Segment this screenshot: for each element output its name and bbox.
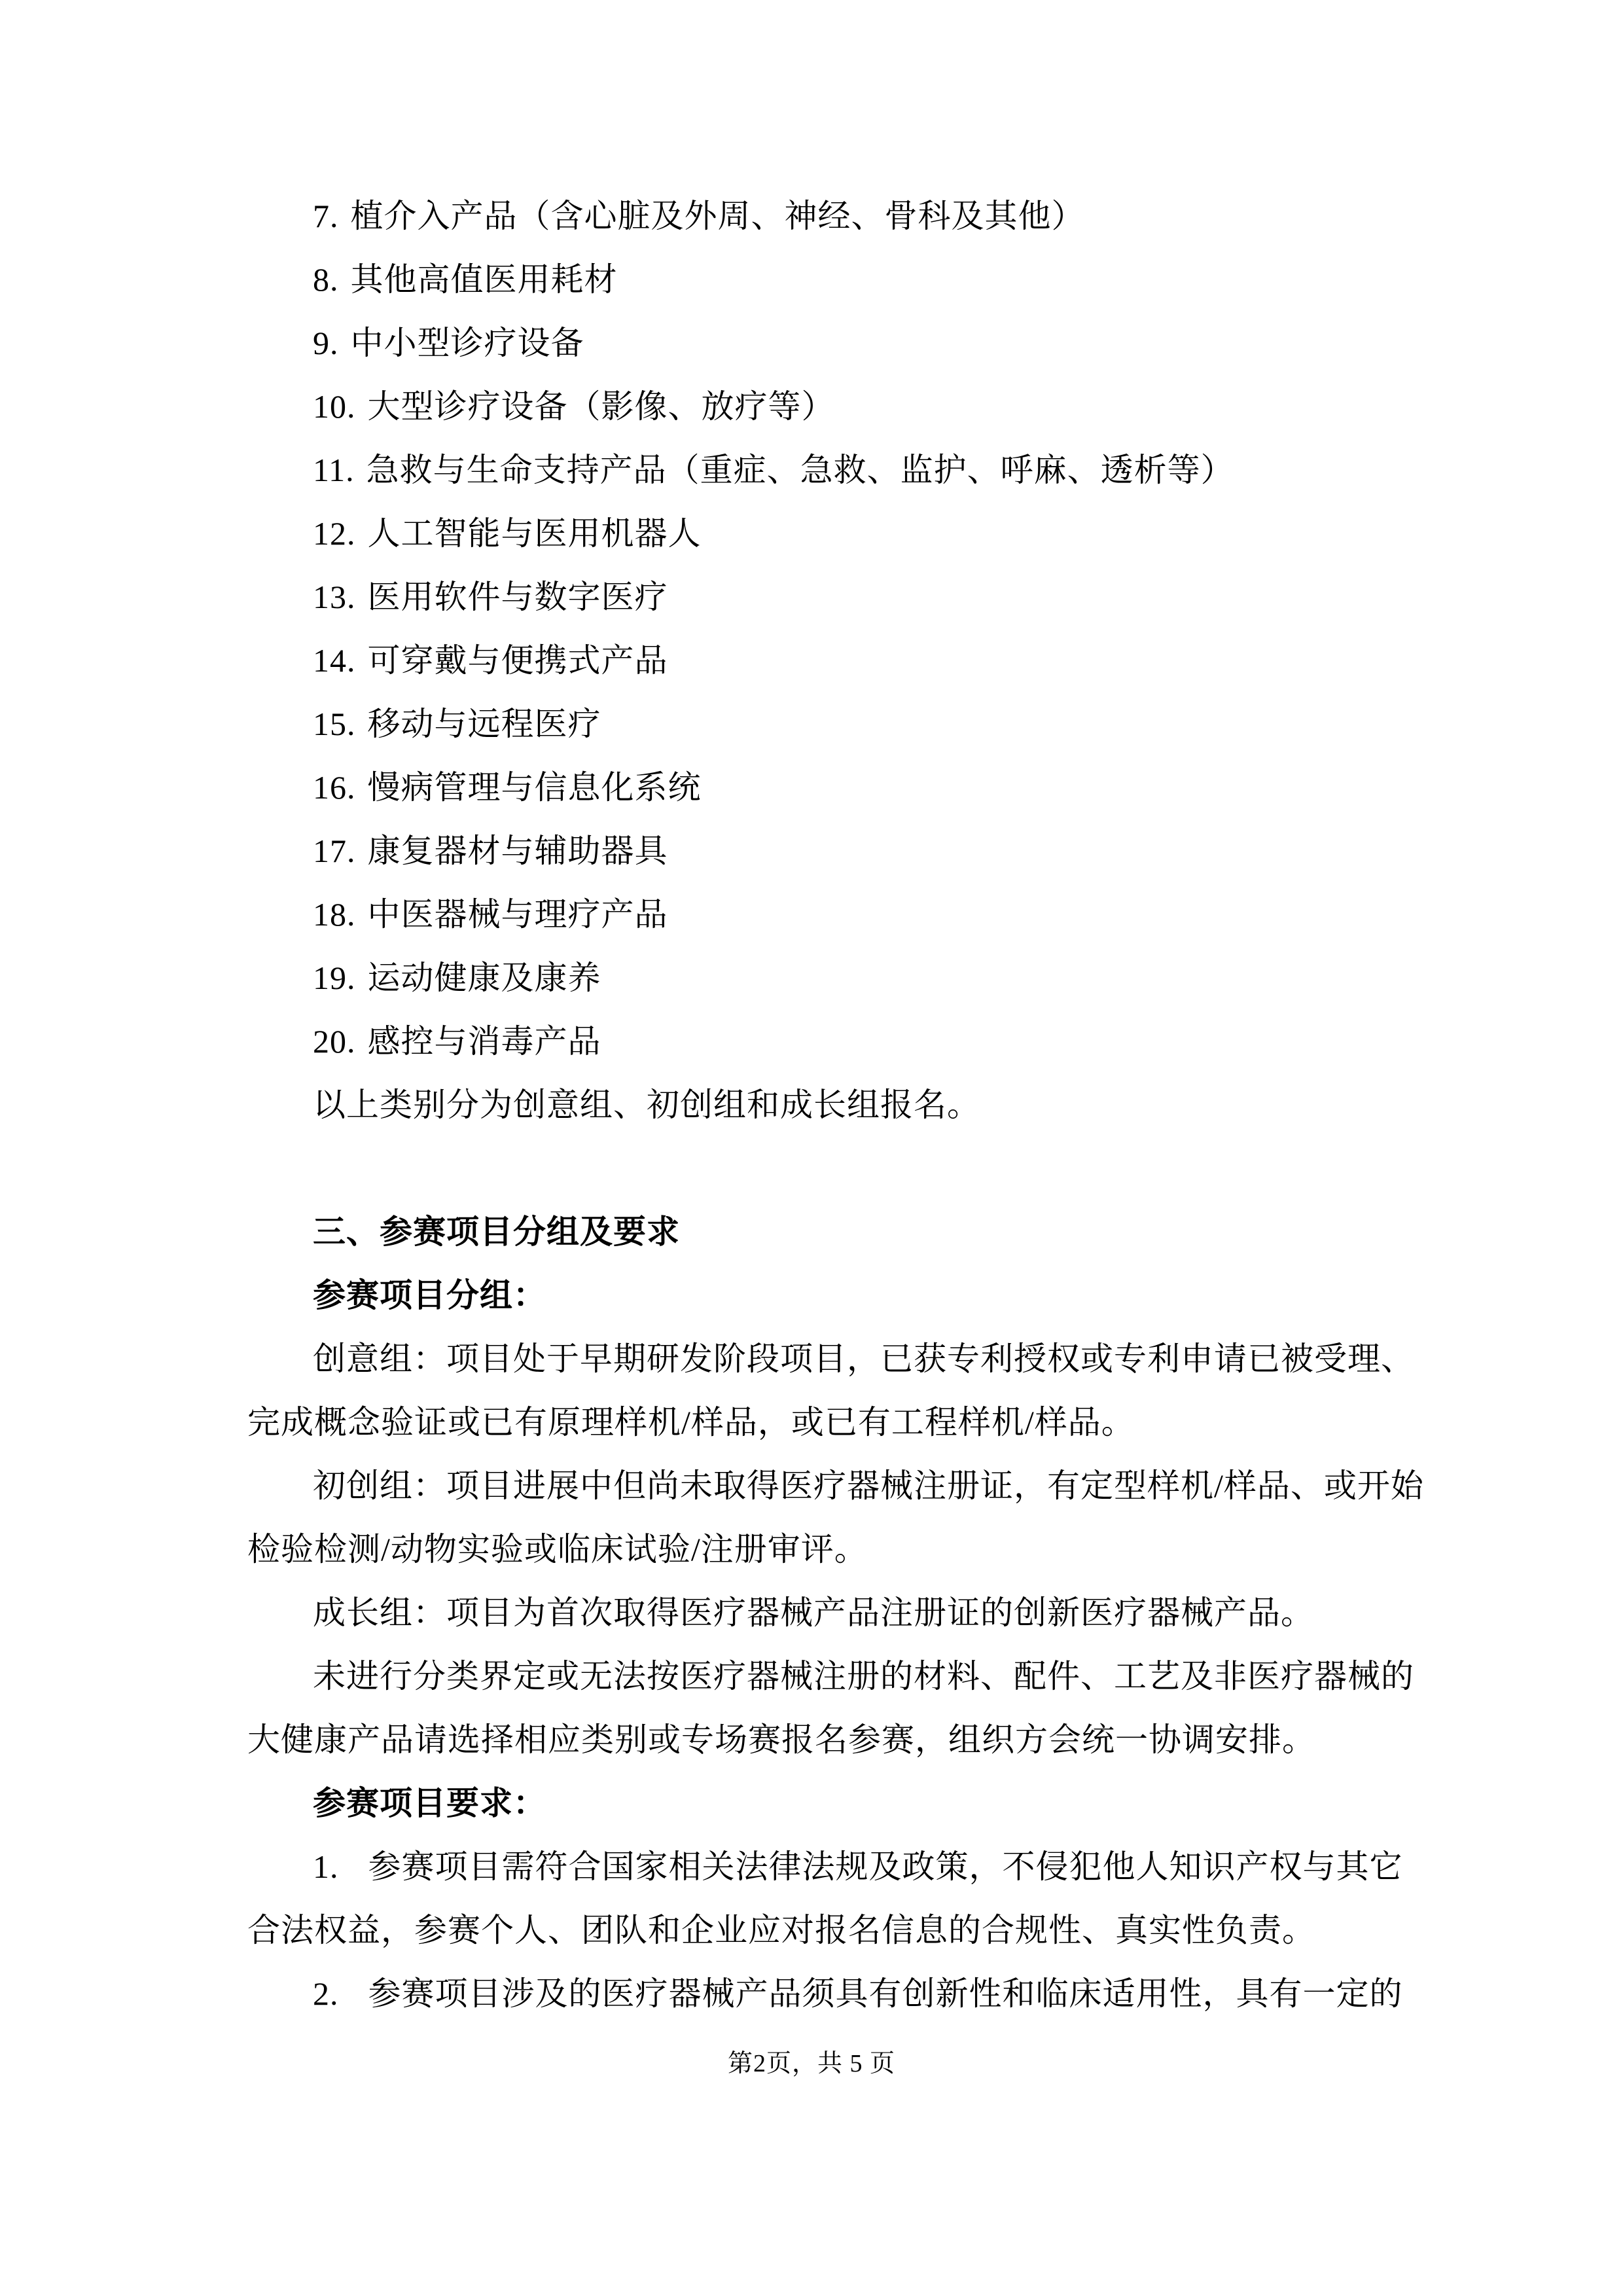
paragraph-line: 初创组：项目进展中但尚未取得医疗器械注册证，有定型样机/样品、或开始 [313, 1467, 1424, 1504]
list-item [247, 1010, 1399, 1073]
paragraph-line: 完成概念验证或已有原理样机/样品，或已有工程样机/样品。 [247, 1404, 1135, 1441]
requirement-item [247, 1835, 1403, 1899]
list-item-number: 20. [313, 1023, 356, 1060]
list-item-number: 11. [313, 452, 355, 488]
list-item-number: 7. [313, 198, 339, 234]
list-item-text: 中医器械与理疗产品 [367, 896, 668, 933]
list-item-text: 中小型诊疗设备 [350, 325, 584, 361]
list-item-number: 17. [313, 833, 356, 869]
list-item-number: 13. [313, 579, 356, 615]
document-content [247, 185, 1424, 2026]
list-item [247, 883, 1399, 946]
list-item [247, 756, 1399, 819]
list-item [247, 439, 1399, 502]
list-item [247, 375, 1399, 439]
list-item [247, 185, 1399, 248]
list-item-number: 9. [313, 325, 339, 361]
list-item-number: 10. [313, 388, 356, 425]
list-item [247, 248, 1399, 312]
list-item-text: 植介入产品（含心脏及外周、神经、骨科及其他） [350, 198, 1085, 234]
list-item [247, 819, 1399, 883]
list-item [247, 312, 1399, 375]
list-item [247, 946, 1399, 1010]
list-item-text: 感控与消毒产品 [367, 1023, 601, 1060]
list-item-number: 18. [313, 896, 356, 933]
categories-note: 以上类别分为创意组、初创组和成长组报名。 [313, 1086, 980, 1123]
section-heading: 三、参赛项目分组及要求 [313, 1213, 680, 1250]
requirement-text: 参赛项目需符合国家相关法律法规及政策，不侵犯他人知识产权与其它 [368, 1848, 1403, 1885]
paragraph-line: 大健康产品请选择相应类别或专场赛报名参赛，组织方会统一协调安排。 [247, 1721, 1315, 1758]
page-footer: 第2页，共 5 页 [727, 2050, 895, 2077]
paragraph-line: 检验检测/动物实验或临床试验/注册审评。 [247, 1531, 868, 1568]
list-item [247, 629, 1399, 692]
list-item [247, 692, 1399, 756]
list-item-text: 其他高值医用耗材 [350, 261, 618, 298]
paragraph-line: 未进行分类界定或无法按医疗器械注册的材料、配件、工艺及非医疗器械的 [313, 1658, 1414, 1695]
list-item-text: 人工智能与医用机器人 [367, 515, 702, 552]
list-item-text: 医用软件与数字医疗 [367, 579, 668, 615]
list-item-text: 移动与远程医疗 [367, 706, 601, 742]
list-item [247, 565, 1399, 629]
requirement-number: 2. [313, 1975, 339, 2012]
requirement-continuation: 合法权益，参赛个人、团队和企业应对报名信息的合规性、真实性负责。 [247, 1912, 1315, 1948]
requirement-number: 1. [313, 1848, 339, 1885]
list-item-text: 可穿戴与便携式产品 [367, 642, 668, 679]
list-item-text: 运动健康及康养 [367, 960, 601, 996]
blank-line [247, 1137, 1399, 1200]
grouping-heading: 参赛项目分组： [313, 1277, 546, 1314]
list-item-text: 大型诊疗设备（影像、放疗等） [367, 388, 835, 425]
requirements-heading: 参赛项目要求： [313, 1785, 546, 1821]
requirement-item [247, 1962, 1403, 2026]
list-item-text: 慢病管理与信息化系统 [367, 769, 702, 806]
list-item-text: 急救与生命支持产品（重症、急救、监护、呼麻、透析等） [366, 452, 1234, 488]
list-item-number: 19. [313, 960, 356, 996]
list-item-number: 14. [313, 642, 356, 679]
list-item [247, 502, 1399, 565]
list-item-number: 8. [313, 261, 339, 298]
list-item-number: 16. [313, 769, 356, 806]
list-item-number: 12. [313, 515, 356, 552]
paragraph-line: 创意组：项目处于早期研发阶段项目，已获专利授权或专利申请已被受理、 [313, 1340, 1414, 1377]
list-item-number: 15. [313, 706, 356, 742]
list-item-text: 康复器材与辅助器具 [367, 833, 668, 869]
requirement-text: 参赛项目涉及的医疗器械产品须具有创新性和临床适用性，具有一定的 [368, 1975, 1403, 2012]
paragraph-line: 成长组：项目为首次取得医疗器械产品注册证的创新医疗器械产品。 [313, 1594, 1314, 1631]
